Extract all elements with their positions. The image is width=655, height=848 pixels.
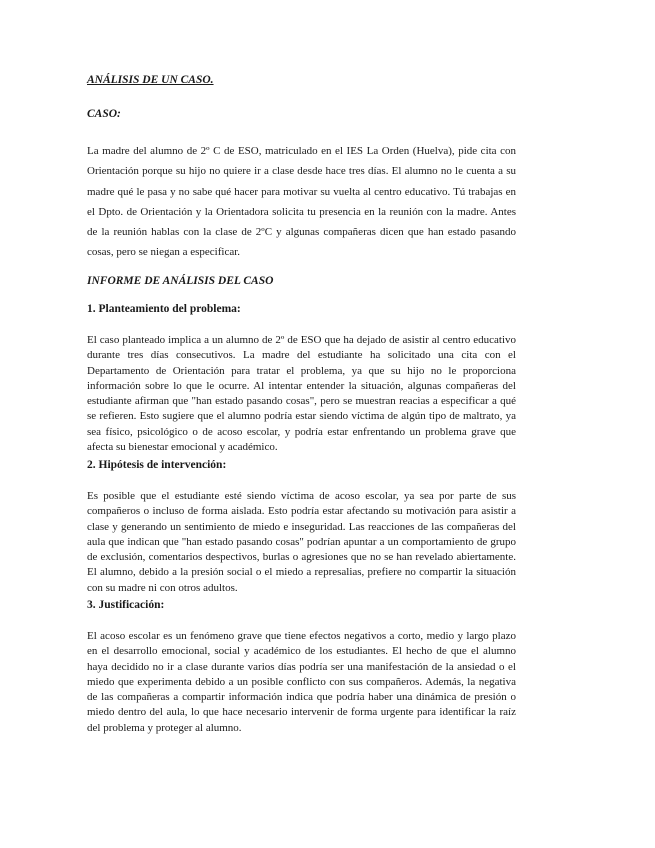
section-heading-justificacion: 3. Justificación: <box>87 599 165 611</box>
section-heading-hipotesis: 2. Hipótesis de intervención: <box>87 459 227 471</box>
section-heading-planteamiento: 1. Planteamiento del problema: <box>87 303 241 315</box>
caso-text: La madre del alumno de 2º C de ESO, matriculado en el IES La Orden (Huelva), pide cita con Orientación porque su hijo no quiere ir a clase desde hace tres días. El alumno no le cuenta a su madre qué le pasa y no sabe qué hacer para motivar su vuelta al centro educativo. Tú trabajas en el Dpto. de Orientación y la Orientadora solicita tu presencia en la reunión con la madre. Antes de la reunión hablas con la clase de 2ºC y algunas compañeras dicen que han estado pasando cosas, pero se niegan a especificar. <box>87 145 516 259</box>
section-text-planteamiento: El caso planteado implica a un alumno de 2º de ESO que ha dejado de asistir al centro educativo durante tres días consecutivos. La madre del estudiante ha solicitado una cita con el Departamento de Orientación para tratar el problema, ya que su hijo no le proporciona información sobre lo que le ocurre. Al intentar entender la situación, algunas compañeras del estudiante afirman que "han estado pasando cosas", pero se muestran reacias a especificar a qué se refieren. Esto sugiere que el alumno podría estar siendo víctima de algún tipo de maltrato, ya sea físico, psicológico o de acoso escolar, y podría estar enfrentando un problema grave que afecta su bienestar emocional y académico. <box>87 334 516 454</box>
caso-label: CASO: <box>87 108 121 120</box>
section-text-hipotesis: Es posible que el estudiante esté siendo víctima de acoso escolar, ya sea por parte de sus compañeros o incluso de forma aislada. Esto podría estar afectando su motivación para asistir a clase y generando un sentimiento de miedo e inseguridad. Las reacciones de las compañeras del aula que indican que "han estado pasando cosas" podrían apuntar a un comportamiento de grupo de exclusión, comentarios despectivos, burlas o agresiones que no se han revelado abiertamente. El alumno, debido a la presión social o el miedo a represalias, prefiere no compartir la situación con su madre ni con otros adultos. <box>87 490 516 594</box>
document-title: ANÁLISIS DE UN CASO. <box>87 74 214 86</box>
section-text-justificacion: El acoso escolar es un fenómeno grave que tiene efectos negativos a corto, medio y largo plazo en el desarrollo emocional, social y académico de los estudiantes. El hecho de que el alumno haya decidido no ir a clase durante varios días podría ser una manifestación de la ansiedad o el miedo que experimenta debido a un posible conflicto con sus compañeros. Además, la negativa de las compañeras a compartir información indica que podría haber una dinámica de presión o miedo dentro del aula, lo que hace necesario intervenir de forma urgente para identificar la raíz del problema y proteger al alumno. <box>87 630 516 734</box>
informe-title: INFORME DE ANÁLISIS DEL CASO <box>87 275 274 287</box>
